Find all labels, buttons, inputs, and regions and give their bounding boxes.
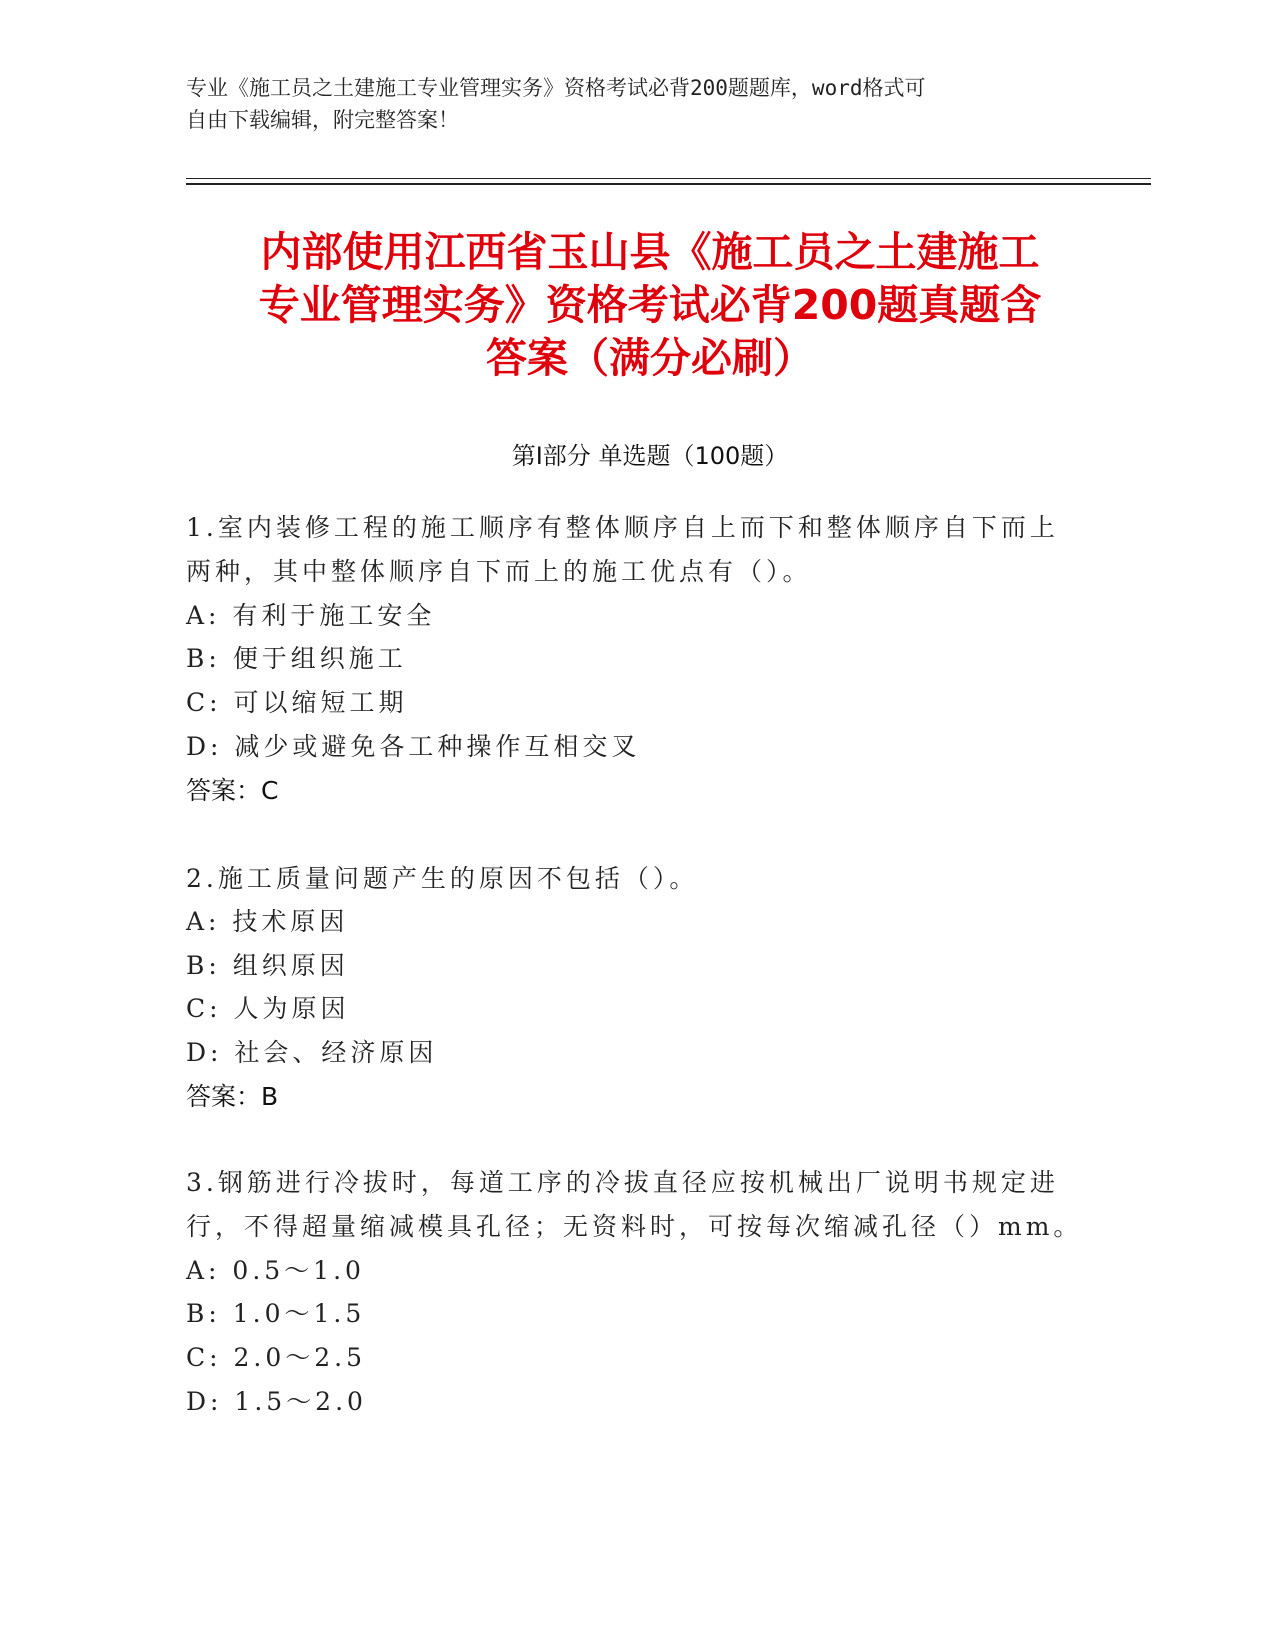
question-stem: 3.钢筋进行冷拔时，每道工序的冷拔直径应按机械出厂说明书规定进 (186, 1168, 1059, 1197)
option-a: A: 0.5～1.0 (186, 1256, 365, 1285)
question-stem: 1.室内装修工程的施工顺序有整体顺序自上而下和整体顺序自下而上 (186, 513, 1059, 542)
section-heading: 第Ⅰ部分 单选题（100题） (511, 442, 789, 470)
option-d: D: 1.5～2.0 (186, 1387, 367, 1416)
question-stem: 两种，其中整体顺序自下而上的施工优点有（）。 (186, 557, 812, 586)
option-c: C: 可以缩短工期 (186, 688, 408, 717)
header-note (186, 72, 1066, 136)
question-stem: 2.施工质量问题产生的原因不包括（）。 (186, 864, 699, 893)
option-b: B: 组织原因 (186, 951, 349, 980)
option-d: D: 减少或避免各工种操作互相交叉 (186, 732, 641, 761)
header-note-line: 专业《施工员之土建施工专业管理实务》资格考试必背200题题库，word格式可 (186, 76, 926, 100)
option-a: A: 有利于施工安全 (186, 601, 436, 630)
question-stem: 行，不得超量缩减模具孔径；无资料时，可按每次缩减孔径（）mm。 (186, 1212, 1083, 1241)
option-c: C: 2.0～2.5 (186, 1343, 367, 1372)
option-b: B: 1.0～1.5 (186, 1299, 366, 1328)
header-divider (186, 178, 1151, 179)
title-line: 内部使用江西省玉山县《施工员之土建施工 (260, 228, 1040, 276)
header-divider (186, 183, 1151, 185)
option-d: D: 社会、经济原因 (186, 1038, 438, 1067)
header-note-line: 自由下载编辑，附完整答案！ (186, 108, 459, 132)
option-a: A: 技术原因 (186, 907, 349, 936)
document-title (150, 226, 1150, 385)
option-b: B: 便于组织施工 (186, 644, 407, 673)
title-line: 专业管理实务》资格考试必背200题真题含 (258, 281, 1042, 329)
option-c: C: 人为原因 (186, 994, 350, 1023)
answer-line: 答案：B (186, 1082, 279, 1111)
title-line: 答案（满分必刷） (486, 334, 814, 382)
answer-line: 答案：C (186, 776, 279, 805)
